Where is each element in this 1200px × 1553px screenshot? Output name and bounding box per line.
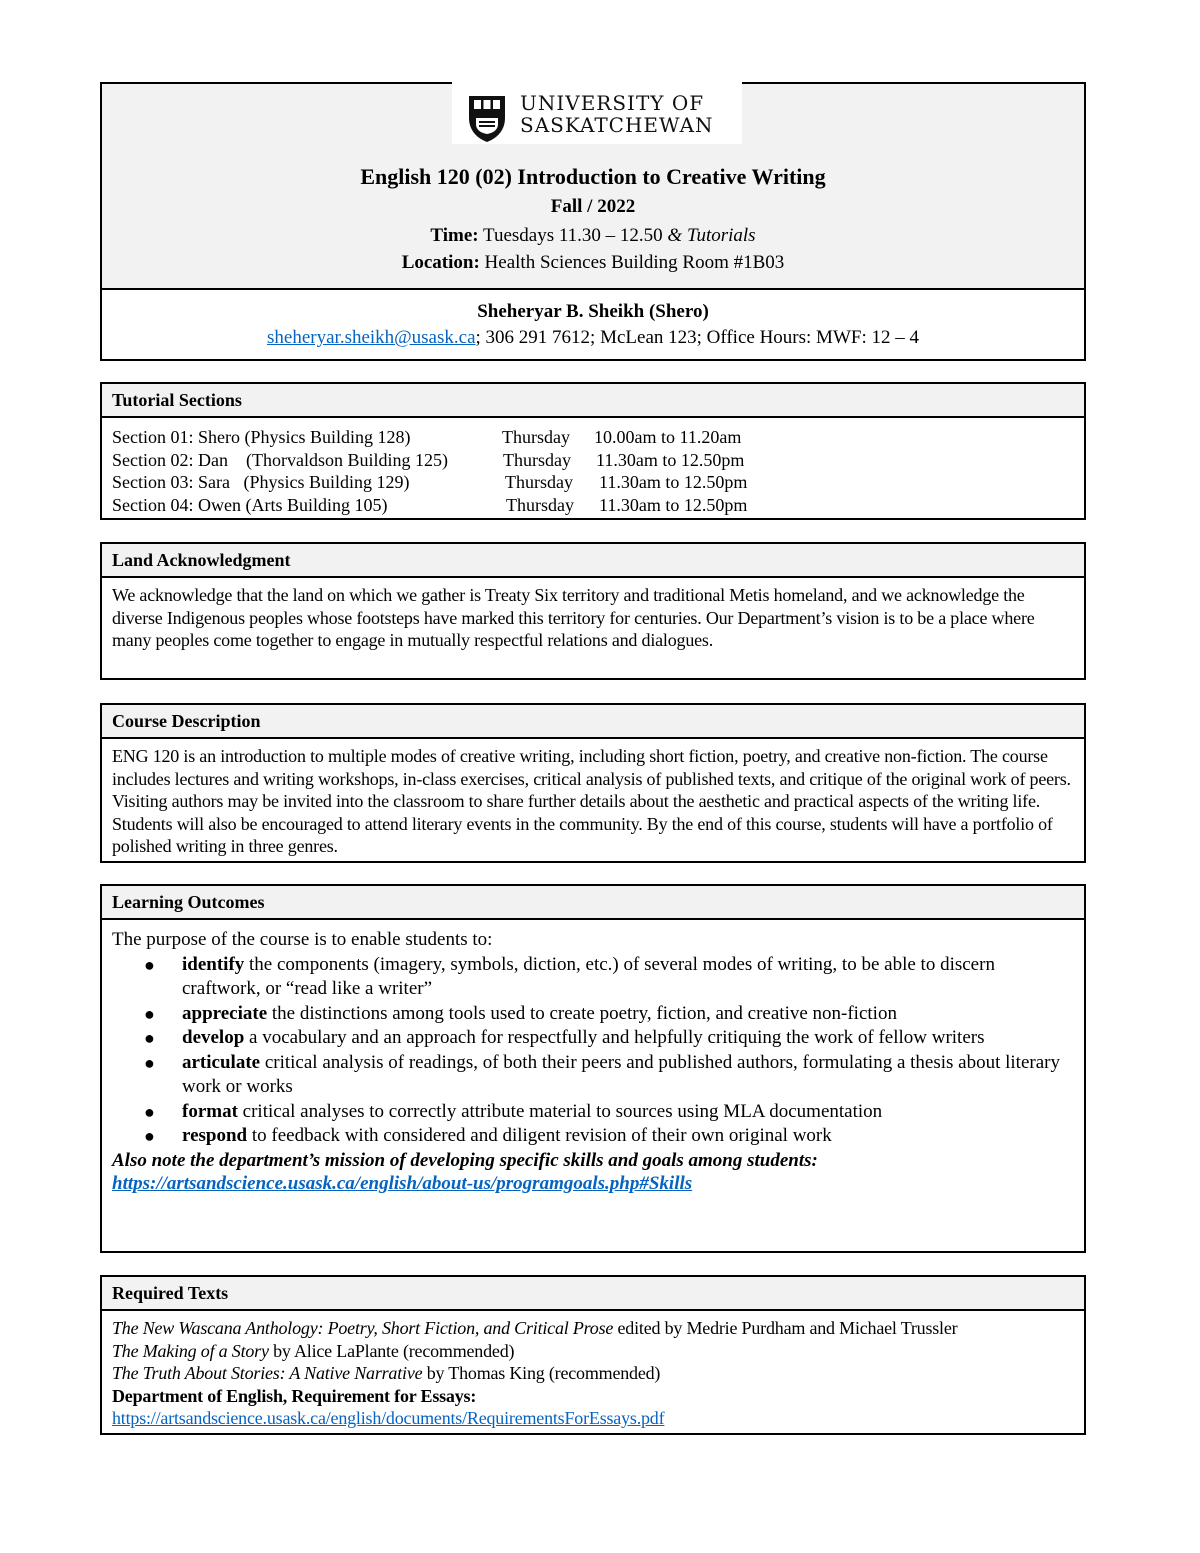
- outcome-text: the components (imagery, symbols, diction, etc.) of several modes of writing, to be able to discern craftwork, or “read like a writer”: [182, 953, 995, 999]
- required-text-item: [112, 1317, 1074, 1340]
- outcome-text: the distinctions among tools used to create poetry, fiction, and creative non-fiction: [267, 1002, 897, 1024]
- tutorial-sections-list: [112, 426, 1074, 516]
- tutorial-sections-heading: Tutorial Sections: [112, 390, 242, 410]
- location-value: Health Sciences Building Room #1B03: [484, 252, 785, 273]
- bullet-icon: ●: [144, 1028, 155, 1048]
- tutorial-section: Section 04: Owen (Arts Building 105): [112, 494, 388, 515]
- land-acknowledgment-heading: Land Acknowledgment: [112, 550, 291, 570]
- department-mission-note: Also note the department’s mission of developing specific skills and goals among students:: [112, 1149, 818, 1171]
- bullet-icon: ●: [144, 1003, 155, 1024]
- instructor-name: Sheheryar B. Sheikh (Shero): [477, 301, 709, 322]
- required-texts-box: [100, 1275, 1086, 1435]
- required-text-item: [112, 1362, 1074, 1385]
- book-title: The Truth About Stories: A Native Narrative: [112, 1363, 423, 1383]
- tutorial-row: [112, 471, 1074, 494]
- book-title: The Making of a Story: [112, 1340, 269, 1361]
- course-description-header: [102, 705, 1084, 739]
- course-header-top: [102, 84, 1084, 290]
- outcome-keyword: appreciate: [182, 1002, 268, 1024]
- book-details: by Alice LaPlante (recommended): [268, 1340, 515, 1361]
- required-texts-heading: Required Texts: [112, 1283, 229, 1303]
- learning-outcomes-body: [112, 928, 1074, 1195]
- outcome-item: [112, 1026, 1074, 1051]
- book-title: The New Wascana Anthology: Poetry, Short Fiction, and Critical Prose: [112, 1318, 614, 1338]
- course-location: [102, 252, 1084, 274]
- course-description-heading: Course Description: [112, 711, 261, 731]
- university-wordmark: [520, 92, 714, 136]
- outcome-item: [112, 1051, 1074, 1100]
- time-label: Time:: [430, 225, 479, 246]
- tutorial-row: [112, 426, 1074, 449]
- required-texts-list: [112, 1317, 1074, 1430]
- outcome-text: critical analyses to correctly attribute material to sources using MLA documentation: [237, 1100, 883, 1122]
- university-crest-icon: [467, 94, 507, 144]
- bullet-icon: ●: [144, 1052, 155, 1073]
- tutorial-sections-header: [102, 384, 1084, 418]
- tutorial-row: [112, 449, 1074, 472]
- tutorial-row: [112, 494, 1074, 517]
- land-acknowledgment-box: [100, 542, 1086, 680]
- learning-outcomes-intro: The purpose of the course is to enable students to:: [112, 929, 493, 950]
- location-label: Location:: [401, 252, 480, 273]
- tutorial-section: Section 01: Shero (Physics Building 128): [112, 427, 411, 447]
- course-time: [102, 225, 1084, 247]
- learning-outcomes-header: [102, 886, 1084, 920]
- outcome-text: critical analysis of readings, of both their peers and published authors, formulating a thesis about literary work or works: [182, 1051, 1060, 1097]
- wordmark-line-1: UNIVERSITY OF: [520, 91, 705, 115]
- learning-outcomes-list: [112, 953, 1074, 1149]
- time-tutorials: Tutorials: [686, 225, 756, 246]
- course-title: English 120 (02) Introduction to Creative Writing: [360, 164, 826, 189]
- tutorial-time: 11.30am to 12.50pm: [599, 472, 748, 492]
- required-texts-header: [102, 1277, 1084, 1311]
- outcome-keyword: respond: [182, 1125, 248, 1146]
- outcome-text: a vocabulary and an approach for respectfully and helpfully critiquing the work of fellow writers: [244, 1027, 985, 1048]
- time-value: Tuesdays 11.30 – 12.50: [483, 225, 663, 246]
- course-header-box: [100, 82, 1086, 361]
- bullet-icon: ●: [144, 1126, 155, 1146]
- tutorial-time: 11.30am to 12.50pm: [599, 494, 748, 515]
- land-acknowledgment-text: We acknowledge that the land on which we gather is Treaty Six territory and traditional Metis homeland, and we acknowledge the diverse Indigenous peoples whose footsteps have marked this territory for centuries. Our Department’s vision is to be a place where many peoples come together to engage in mutually respectful relations and dialogues.: [112, 585, 1035, 650]
- wordmark-line-2: SASKATCHEWAN: [520, 113, 714, 137]
- contact-details: ; 306 291 7612; McLean 123; Office Hours: MWF: 12 – 4: [475, 327, 919, 348]
- tutorial-sections-box: [100, 382, 1086, 520]
- outcome-item: [112, 1002, 1074, 1027]
- outcome-item: [112, 1100, 1074, 1125]
- outcome-text: to feedback with considered and diligent revision of their own original work: [247, 1125, 832, 1146]
- instructor-contact: [102, 327, 1084, 349]
- course-term: Fall / 2022: [550, 196, 636, 217]
- learning-outcomes-box: [100, 884, 1086, 1253]
- course-description-box: [100, 703, 1086, 863]
- outcome-item: [112, 953, 1074, 1002]
- bullet-icon: ●: [144, 954, 155, 975]
- essay-requirements-link[interactable]: https://artsandscience.usask.ca/english/documents/RequirementsForEssays.pdf: [112, 1408, 665, 1428]
- outcome-keyword: articulate: [182, 1051, 261, 1073]
- tutorial-time: 11.30am to 12.50pm: [596, 449, 745, 470]
- tutorial-day: Thursday: [506, 494, 574, 515]
- time-amp: &: [667, 225, 683, 246]
- tutorial-section: Section 02: Dan (Thorvaldson Building 125): [112, 449, 448, 470]
- program-goals-link[interactable]: https://artsandscience.usask.ca/english/about-us/programgoals.php#Skills: [112, 1172, 693, 1194]
- bullet-icon: ●: [144, 1101, 155, 1122]
- tutorial-section: Section 03: Sara (Physics Building 129): [112, 472, 410, 492]
- learning-outcomes-heading: Learning Outcomes: [112, 892, 265, 912]
- outcome-keyword: format: [182, 1100, 238, 1122]
- outcome-keyword: identify: [182, 953, 245, 975]
- essay-requirements-label: Department of English, Requirement for Essays:: [112, 1385, 477, 1406]
- course-description-text: ENG 120 is an introduction to multiple modes of creative writing, including short fiction, poetry, and creative non-fiction. The course includes lectures and writing workshops, in-class exercises, critical analysis of published texts, and critique of the original work of peers. Visiting authors may be invited into the classroom to share further details about the aesthetic and practical aspects of the writing life. Students will also be encouraged to attend literary events in the community. By the end of this course, students will have a portfolio of polished writing in three genres.: [112, 746, 1071, 856]
- instructor-email-link[interactable]: sheheryar.sheikh@usask.ca: [267, 327, 476, 348]
- outcome-item: [112, 1124, 1074, 1149]
- book-details: by Thomas King (recommended): [422, 1363, 661, 1383]
- land-acknowledgment-header: [102, 544, 1084, 578]
- tutorial-day: Thursday: [503, 449, 571, 470]
- outcome-keyword: develop: [182, 1027, 245, 1048]
- book-details: edited by Medrie Purdham and Michael Trussler: [613, 1318, 958, 1338]
- tutorial-day: Thursday: [505, 472, 573, 492]
- required-text-item: [112, 1340, 1074, 1363]
- tutorial-time: 10.00am to 11.20am: [594, 427, 742, 447]
- tutorial-day: Thursday: [502, 427, 570, 447]
- university-logo: [452, 82, 742, 144]
